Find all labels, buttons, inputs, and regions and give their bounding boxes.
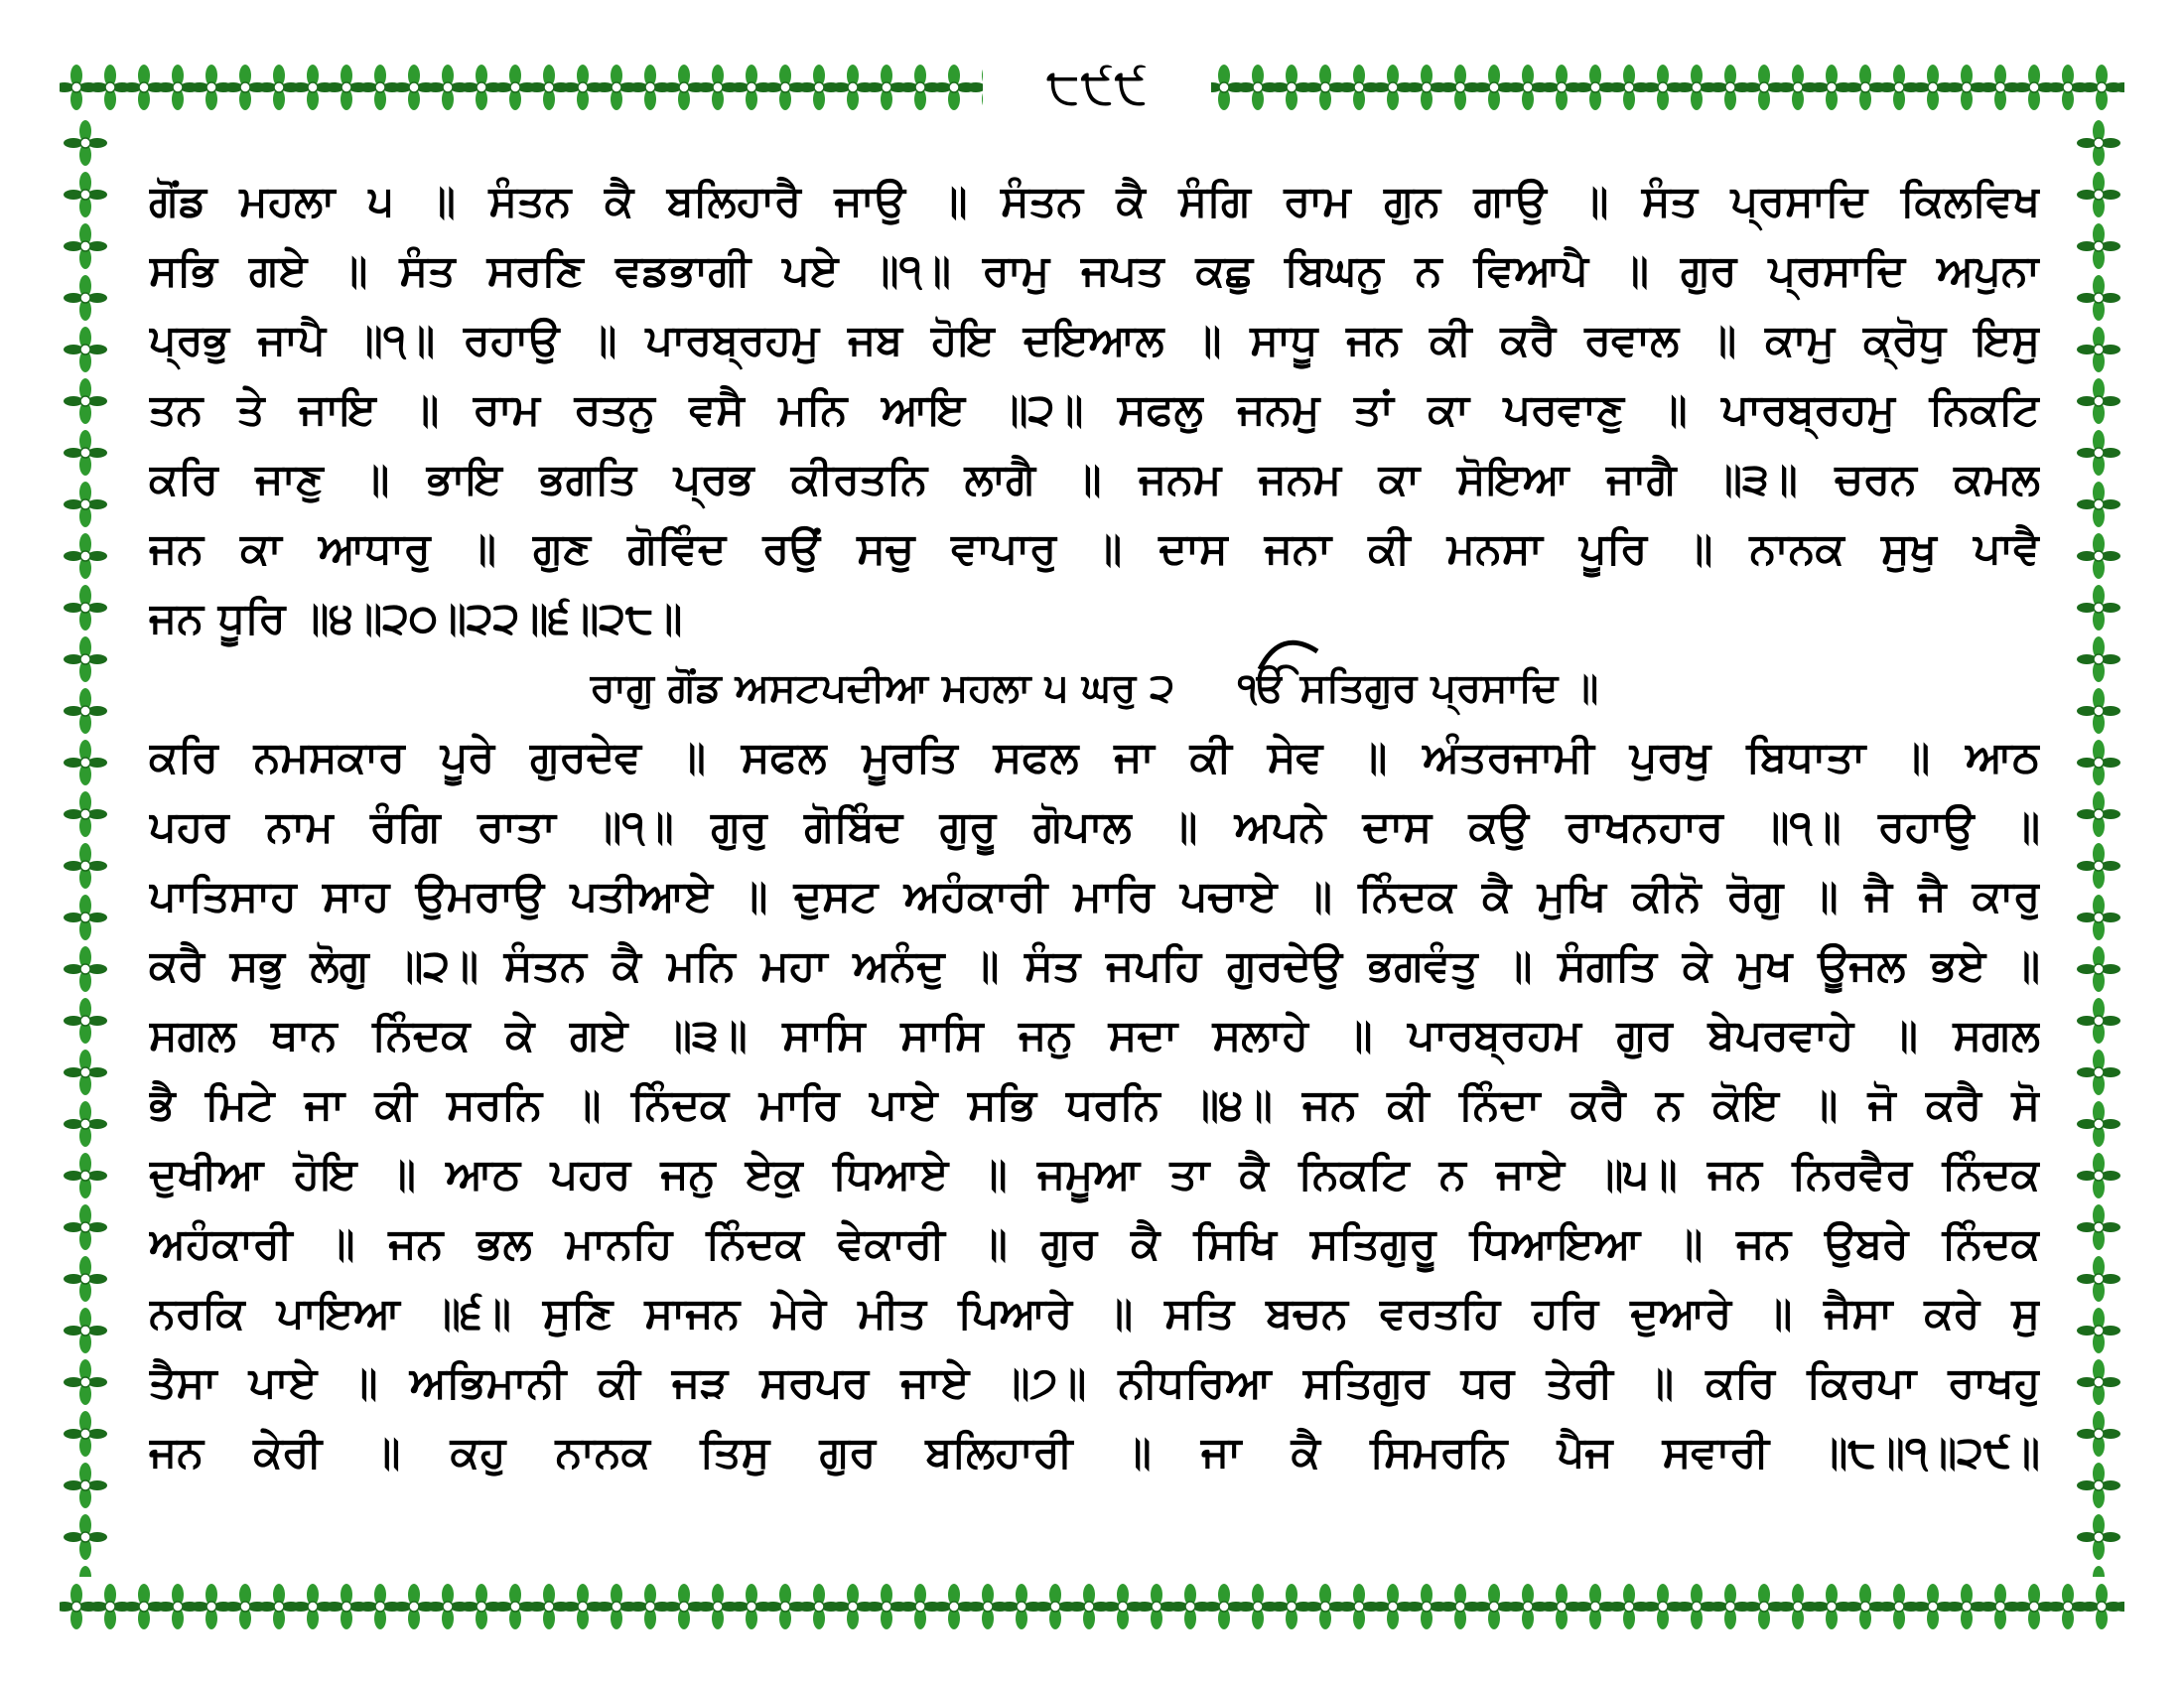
flower-vine-icon (2075, 117, 2122, 1577)
text-line: ਜਨ ਕੇਰੀ ॥ ਕਹੁ ਨਾਨਕ ਤਿਸੁ ਗੁਰ ਬਲਿਹਾਰੀ ॥ ਜਾ ਕੈ ਸਿਮਰਨਿ ਪੈਜ ਸਵਾਰੀ ॥੮॥੧॥੨੯॥ (149, 1428, 2040, 1477)
text-line: ਭੈ ਮਿਟੇ ਜਾ ਕੀ ਸਰਨਿ ॥ ਨਿੰਦਕ ਮਾਰਿ ਪਾਏ ਸਭਿ ਧਰਨਿ ॥੪॥ ਜਨ ਕੀ ਨਿੰਦਾ ਕਰੈ ਨ ਕੋਇ ॥ ਜੋ ਕਰੈ ਸੋ (149, 1080, 2040, 1130)
text-line: ਤਨ ਤੇ ਜਾਇ ॥ ਰਾਮ ਰਤਨੁ ਵਸੈ ਮਨਿ ਆਇ ॥੨॥ ਸਫਲੁ ਜਨਮੁ ਤਾਂ ਕਾ ਪਰਵਾਣੁ ॥ ਪਾਰਬ੍ਰਹਮੁ ਨਿਕਟਿ (149, 385, 2040, 435)
shabad-1 (149, 167, 2040, 653)
text-line: ਸਭਿ ਗਏ ॥ ਸੰਤ ਸਰਣਿ ਵਡਭਾਗੀ ਪਏ ॥੧॥ ਰਾਮੁ ਜਪਤ ਕਛੁ ਬਿਘਨੁ ਨ ਵਿਆਪੈ ॥ ਗੁਰ ਪ੍ਰਸਾਦਿ ਅਪੁਨਾ (149, 246, 2040, 296)
ek-onkar-icon (1256, 632, 1325, 671)
decorative-border-left (62, 117, 109, 1577)
text-line: ਕਰਿ ਨਮਸਕਾਰ ਪੂਰੇ ਗੁਰਦੇਵ ॥ ਸਫਲ ਮੂਰਤਿ ਸਫਲ ਜਾ ਕੀ ਸੇਵ ॥ ਅੰਤਰਜਾਮੀ ਪੁਰਖੁ ਬਿਧਾਤਾ ॥ ਆਠ (149, 733, 2040, 782)
shabad-2 (149, 723, 2040, 1487)
decorative-border-bottom (60, 1577, 2124, 1636)
flower-vine-icon (60, 1577, 2124, 1636)
text-line: ਪਹਰ ਨਾਮ ਰੰਗਿ ਰਾਤਾ ॥੧॥ ਗੁਰੁ ਗੋਬਿੰਦ ਗੁਰੂ ਗੋਪਾਲ ॥ ਅਪਨੇ ਦਾਸ ਕਉ ਰਾਖਨਹਾਰ ॥੧॥ ਰਹਾਉ ॥ (149, 802, 2040, 852)
text-line: ਕਰਿ ਜਾਣੁ ॥ ਭਾਇ ਭਗਤਿ ਪ੍ਰਭ ਕੀਰਤਨਿ ਲਾਗੈ ॥ ਜਨਮ ਜਨਮ ਕਾ ਸੋਇਆ ਜਾਗੈ ॥੩॥ ਚਰਨ ਕਮਲ (149, 455, 2040, 504)
text-line: ਜਨ ਕਾ ਆਧਾਰੁ ॥ ਗੁਣ ਗੋਵਿੰਦ ਰਉਂ ਸਚੁ ਵਾਪਾਰੁ ॥ ਦਾਸ ਜਨਾ ਕੀ ਮਨਸਾ ਪੂਰਿ ॥ ਨਾਨਕ ਸੁਖੁ ਪਾਵੈ (149, 524, 2040, 574)
flower-vine-icon (62, 117, 109, 1577)
text-line: ਪ੍ਰਭੁ ਜਾਪੈ ॥੧॥ ਰਹਾਉ ॥ ਪਾਰਬ੍ਰਹਮੁ ਜਬ ਹੋਇ ਦਇਆਲ ॥ ਸਾਧੂ ਜਨ ਕੀ ਕਰੈ ਰਵਾਲ ॥ ਕਾਮੁ ਕ੍ਰੋਧੁ ਇਸੁ (149, 316, 2040, 365)
text-line: ਜਨ ਧੂਰਿ ॥੪॥੨੦॥੨੨॥੬॥੨੮॥ (149, 594, 683, 643)
decorative-border-right (2075, 117, 2122, 1577)
text-line: ਕਰੈ ਸਭੁ ਲੋਗੁ ॥੨॥ ਸੰਤਨ ਕੈ ਮਨਿ ਮਹਾ ਅਨੰਦੁ ॥ ਸੰਤ ਜਪਹਿ ਗੁਰਦੇਉ ਭਗਵੰਤੁ ॥ ਸੰਗਤਿ ਕੇ ਮੁਖ ਊਜਲ ਭਏ ॥ (149, 941, 2040, 991)
text-line: ਦੁਖੀਆ ਹੋਇ ॥ ਆਠ ਪਹਰ ਜਨੁ ਏਕੁ ਧਿਆਏ ॥ ਜਮੂਆ ਤਾ ਕੈ ਨਿਕਟਿ ਨ ਜਾਏ ॥੫॥ ਜਨ ਨਿਰਵੈਰ ਨਿੰਦਕ (149, 1150, 2040, 1199)
heading-title: ਰਾਗੁ ਗੋਂਡ ਅਸਟਪਦੀਆ ਮਹਲਾ ੫ ਘਰੁ ੨ (590, 665, 1175, 711)
invocation-text: ੴ ਸਤਿਗੁਰ ਪ੍ਰਸਾਦਿ ॥ (1238, 665, 1599, 711)
page-number: ੮੯੯ (983, 52, 1211, 121)
text-line: ਨਰਕਿ ਪਾਇਆ ॥੬॥ ਸੁਣਿ ਸਾਜਨ ਮੇਰੇ ਮੀਤ ਪਿਆਰੇ ॥ ਸਤਿ ਬਚਨ ਵਰਤਹਿ ਹਰਿ ਦੁਆਰੇ ॥ ਜੈਸਾ ਕਰੇ ਸੁ (149, 1289, 2040, 1338)
scripture-text (149, 167, 2040, 1487)
text-line: ਸਗਲ ਥਾਨ ਨਿੰਦਕ ਕੇ ਗਏ ॥੩॥ ਸਾਸਿ ਸਾਸਿ ਜਨੁ ਸਦਾ ਸਲਾਹੇ ॥ ਪਾਰਬ੍ਰਹਮ ਗੁਰ ਬੇਪਰਵਾਹੇ ॥ ਸਗਲ (149, 1011, 2040, 1060)
section-heading (149, 653, 2040, 723)
text-line: ਅਹੰਕਾਰੀ ॥ ਜਨ ਭਲ ਮਾਨਹਿ ਨਿੰਦਕ ਵੇਕਾਰੀ ॥ ਗੁਰ ਕੈ ਸਿਖਿ ਸਤਿਗੁਰੂ ਧਿਆਇਆ ॥ ਜਨ ਉਬਰੇ ਨਿੰਦਕ (149, 1219, 2040, 1269)
text-line: ਗੋਂਡ ਮਹਲਾ ੫ ॥ ਸੰਤਨ ਕੈ ਬਲਿਹਾਰੈ ਜਾਉ ॥ ਸੰਤਨ ਕੈ ਸੰਗਿ ਰਾਮ ਗੁਨ ਗਾਉ ॥ ਸੰਤ ਪ੍ਰਸਾਦਿ ਕਿਲਵਿਖ (149, 177, 2040, 226)
invocation (1238, 665, 1598, 711)
text-line: ਤੈਸਾ ਪਾਏ ॥ ਅਭਿਮਾਨੀ ਕੀ ਜੜ ਸਰਪਰ ਜਾਏ ॥੭॥ ਨੀਧਰਿਆ ਸਤਿਗੁਰ ਧਰ ਤੇਰੀ ॥ ਕਰਿ ਕਿਰਪਾ ਰਾਖਹੁ (149, 1358, 2040, 1408)
text-line: ਪਾਤਿਸਾਹ ਸਾਹ ਉਮਰਾਉ ਪਤੀਆਏ ॥ ਦੁਸਟ ਅਹੰਕਾਰੀ ਮਾਰਿ ਪਚਾਏ ॥ ਨਿੰਦਕ ਕੈ ਮੁਖਿ ਕੀਨੋ ਰੋਗੁ ॥ ਜੈ ਜੈ ਕਾਰੁ (149, 872, 2040, 921)
